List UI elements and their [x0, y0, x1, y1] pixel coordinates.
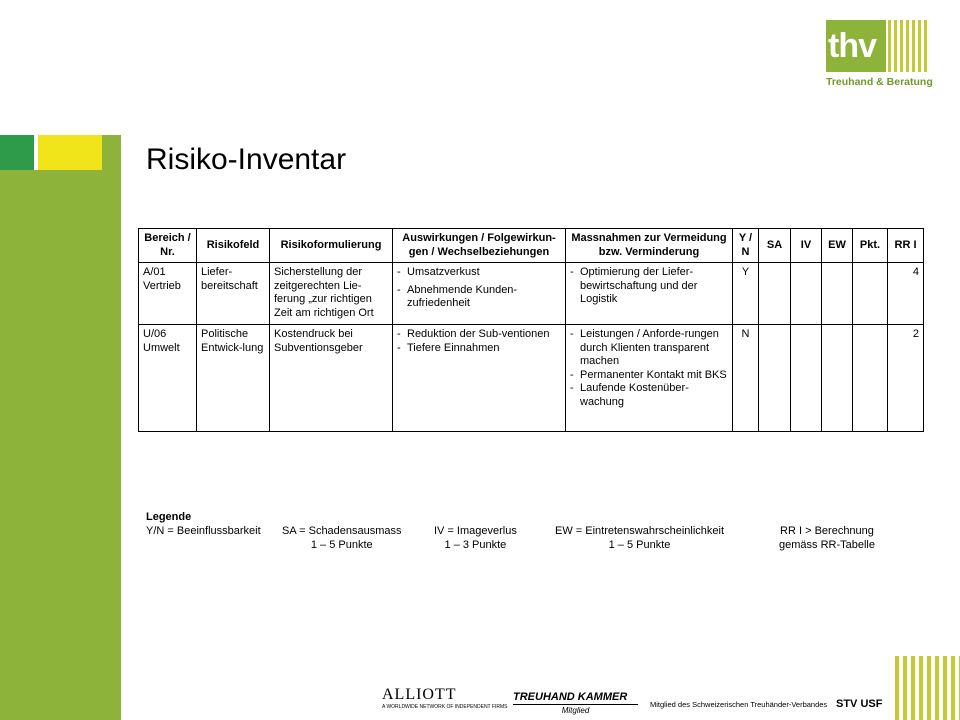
dark-green-square	[0, 135, 34, 170]
legend-rri-range: gemäss RR-Tabelle	[779, 539, 875, 551]
list-item: - Optimierung der Liefer-bewirtschaftung und der Logistik	[570, 266, 698, 305]
cell-risikofeld: Politische Entwick-lung	[197, 325, 270, 432]
cell-massnahmen	[566, 325, 733, 432]
alliott-subtitle: A WORLDWIDE NETWORK OF INDEPENDENT FIRMS	[382, 704, 508, 710]
cell-rri: 2	[888, 325, 924, 432]
cell-risikoformulierung: Sicherstellung der zeitgerechten Lie-ferung „zur richtigen Zeit am richtigen Ort	[270, 263, 393, 325]
cell-rri: 4	[888, 263, 924, 325]
logo-stripes	[888, 20, 928, 72]
legend-iv	[434, 524, 517, 552]
header-pkt: Pkt.	[853, 229, 888, 263]
header-iv: IV	[791, 229, 822, 263]
legend-rri	[779, 524, 875, 552]
cell-bereich: U/06 Umwelt	[139, 325, 197, 432]
cell-yn: Y	[733, 263, 759, 325]
header-risikofeld: Risikofeld	[197, 229, 270, 263]
page-title: Risiko-Inventar	[146, 143, 347, 176]
thv-logo	[826, 20, 933, 90]
cell-iv	[791, 263, 822, 325]
cell-sa	[759, 263, 791, 325]
list-item: - Laufende Kostenüber-wachung	[570, 382, 689, 408]
table-row	[139, 263, 924, 325]
list-item: - Abnehmende Kunden-zufriedenheit	[397, 283, 518, 309]
risk-table	[138, 228, 924, 432]
legend-iv-label: IV = Imageverlus	[434, 525, 517, 537]
list-item: - Reduktion der Sub-ventionen	[397, 328, 550, 340]
list-item: - Tiefere Einnahmen	[397, 341, 500, 354]
cell-sa	[759, 325, 791, 432]
cell-risikoformulierung: Kostendruck bei Subventionsgeber	[270, 325, 393, 432]
legend-iv-range: 1 – 3 Punkte	[444, 539, 507, 551]
cell-pkt	[853, 325, 888, 432]
thk-member: Mitglied	[561, 706, 590, 715]
footer-stripes	[895, 656, 960, 720]
cell-iv	[791, 325, 822, 432]
header-rri: RR I	[888, 229, 924, 263]
legend-rri-label: RR I > Berechnung	[780, 525, 874, 537]
header-ew: EW	[822, 229, 853, 263]
alliott-logo	[382, 686, 508, 718]
header-massnahmen: Massnahmen zur Vermeidung bzw. Verminderung	[566, 229, 733, 263]
alliott-name: ALLIOTT	[382, 686, 457, 703]
table-header-row	[139, 229, 924, 263]
cell-yn: N	[733, 325, 759, 432]
treuhand-kammer-logo	[513, 690, 638, 718]
legend-yn: Y/N = Beeinflussbarkeit	[146, 525, 261, 537]
header-bereich: Bereich / Nr.	[139, 229, 197, 263]
legend-sa-range: 1 – 5 Punkte	[310, 539, 373, 551]
logo-box	[826, 20, 886, 72]
cell-risikofeld: Liefer-bereitschaft	[197, 263, 270, 325]
table-row	[139, 325, 924, 432]
legend-ew-label: EW = Eintretenswahrscheinlichkeit	[555, 525, 725, 537]
thk-name: TREUHAND KAMMER	[513, 690, 638, 705]
header-yn: Y / N	[733, 229, 759, 263]
cell-bereich: A/01 Vertrieb	[139, 263, 197, 325]
cell-massnahmen	[566, 263, 733, 325]
stv-membership-text: Mitglied des Schweizerischen Treuhänder-Verbandes	[650, 700, 828, 709]
legend-heading: Legende	[146, 511, 192, 523]
cell-auswirkungen	[393, 325, 566, 432]
cell-pkt	[853, 263, 888, 325]
header-risikoformulierung: Risikoformulierung	[270, 229, 393, 263]
header-auswirkungen: Auswirkungen / Folgewirkun-gen / Wechselbeziehungen	[393, 229, 566, 263]
cell-ew	[822, 263, 853, 325]
left-green-band	[0, 135, 121, 720]
legend-sa	[282, 524, 402, 552]
list-item: - Umsatzverkust	[397, 266, 480, 278]
yellow-square	[38, 135, 102, 170]
list-item: - Leistungen / Anforde-rungen durch Klienten transparent machen	[570, 328, 719, 367]
logo-text: thv	[828, 27, 876, 65]
list-item: - Permanenter Kontakt mit BKS	[570, 368, 727, 381]
legend-sa-label: SA = Schadensausmass	[282, 525, 402, 537]
legend-ew	[555, 524, 724, 552]
stv-logo: STV USF	[836, 698, 883, 710]
legend	[146, 510, 261, 538]
cell-ew	[822, 325, 853, 432]
cell-auswirkungen	[393, 263, 566, 325]
logo-subtitle: Treuhand & Beratung	[826, 76, 933, 88]
legend-ew-range: 1 – 5 Punkte	[608, 539, 671, 551]
header-sa: SA	[759, 229, 791, 263]
